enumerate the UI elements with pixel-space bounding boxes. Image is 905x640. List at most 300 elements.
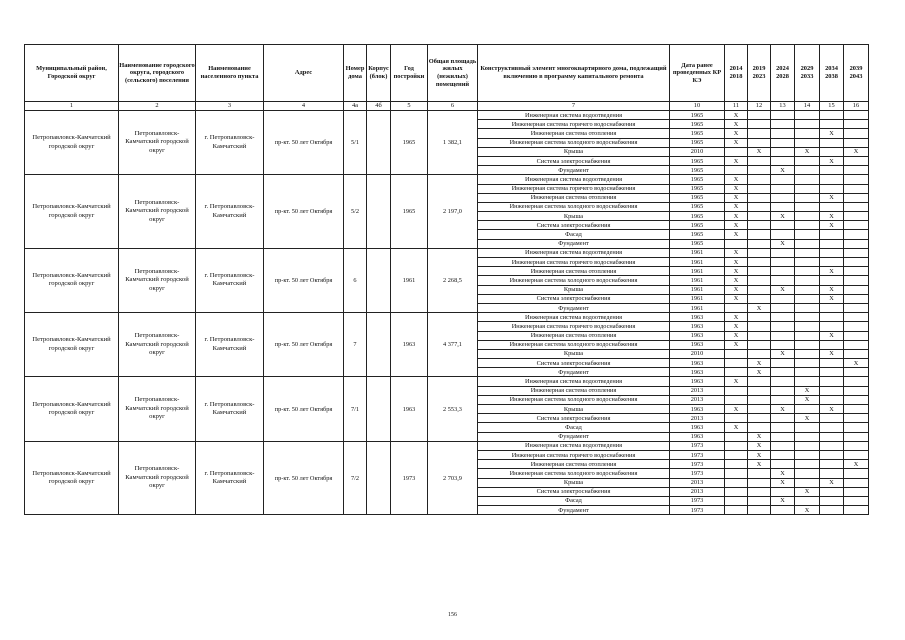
period-mark-cell bbox=[844, 111, 869, 120]
period-mark-cell bbox=[725, 487, 748, 496]
period-mark-cell: Х bbox=[725, 276, 748, 285]
period-mark-cell bbox=[795, 331, 820, 340]
period-mark-cell bbox=[771, 147, 795, 156]
element-cell: Фасад bbox=[478, 230, 670, 239]
period-mark-cell bbox=[725, 441, 748, 450]
period-mark-cell bbox=[725, 368, 748, 377]
column-header: Корпус (блок) bbox=[367, 45, 391, 102]
element-cell: Фундамент bbox=[478, 239, 670, 248]
period-mark-cell bbox=[844, 184, 869, 193]
element-cell: Инженерная система водоотведения bbox=[478, 313, 670, 322]
repair-date-cell: 1965 bbox=[670, 138, 725, 147]
column-header: Дата ранее проведенных КР КЭ bbox=[670, 45, 725, 102]
period-mark-cell bbox=[795, 258, 820, 267]
period-mark-cell bbox=[748, 129, 771, 138]
area-cell: 1 382,1 bbox=[428, 111, 478, 175]
period-mark-cell bbox=[844, 175, 869, 184]
settlement-cell: Петропавловск-Камчатский городской округ bbox=[119, 248, 196, 312]
repair-date-cell: 1961 bbox=[670, 276, 725, 285]
period-mark-cell: Х bbox=[725, 221, 748, 230]
repair-date-cell: 1963 bbox=[670, 377, 725, 386]
house-number-cell: 7/1 bbox=[344, 377, 367, 441]
period-mark-cell bbox=[725, 359, 748, 368]
table-row bbox=[25, 441, 869, 450]
period-mark-cell: Х bbox=[820, 294, 844, 303]
period-mark-cell bbox=[748, 506, 771, 515]
table-row bbox=[25, 111, 869, 120]
repair-date-cell: 2013 bbox=[670, 386, 725, 395]
period-mark-cell bbox=[844, 248, 869, 257]
repair-date-cell: 2010 bbox=[670, 147, 725, 156]
column-header: Общая площадь жилых (нежилых) помещений bbox=[428, 45, 478, 102]
repair-date-cell: 1965 bbox=[670, 129, 725, 138]
header-row bbox=[25, 45, 869, 102]
period-mark-cell bbox=[820, 340, 844, 349]
period-mark-cell bbox=[844, 156, 869, 165]
period-mark-cell bbox=[795, 202, 820, 211]
period-mark-cell bbox=[820, 184, 844, 193]
period-mark-cell: Х bbox=[725, 405, 748, 414]
address-cell: пр-кт. 50 лет Октября bbox=[264, 111, 344, 175]
period-mark-cell bbox=[748, 111, 771, 120]
table-row bbox=[25, 248, 869, 257]
element-cell: Фасад bbox=[478, 423, 670, 432]
house-number-cell: 5/2 bbox=[344, 175, 367, 249]
period-mark-cell bbox=[820, 487, 844, 496]
column-header: Конструктивный элемент многоквартирного дома, подлежащий включению в программу капитального ремонта bbox=[478, 45, 670, 102]
element-cell: Инженерная система отопления bbox=[478, 386, 670, 395]
locality-cell: г. Петропавловск-Камчатский bbox=[196, 313, 264, 377]
period-mark-cell bbox=[771, 423, 795, 432]
element-cell: Инженерная система горячего водоснабжения bbox=[478, 184, 670, 193]
period-mark-cell bbox=[795, 349, 820, 358]
period-mark-cell: Х bbox=[725, 212, 748, 221]
period-mark-cell bbox=[748, 267, 771, 276]
period-mark-cell bbox=[795, 496, 820, 505]
repair-date-cell: 1963 bbox=[670, 322, 725, 331]
period-mark-cell bbox=[820, 469, 844, 478]
period-mark-cell bbox=[795, 469, 820, 478]
period-mark-cell: Х bbox=[748, 147, 771, 156]
element-cell: Фундамент bbox=[478, 303, 670, 312]
repair-date-cell: 1961 bbox=[670, 294, 725, 303]
period-mark-cell bbox=[771, 294, 795, 303]
block-cell bbox=[367, 175, 391, 249]
repair-date-cell: 1965 bbox=[670, 166, 725, 175]
repair-date-cell: 2013 bbox=[670, 414, 725, 423]
period-mark-cell bbox=[795, 340, 820, 349]
period-mark-cell bbox=[771, 175, 795, 184]
element-cell: Инженерная система холодного водоснабжения bbox=[478, 469, 670, 478]
settlement-cell: Петропавловск-Камчатский городской округ bbox=[119, 377, 196, 441]
repair-date-cell: 1963 bbox=[670, 331, 725, 340]
period-mark-cell bbox=[844, 432, 869, 441]
period-mark-cell bbox=[795, 129, 820, 138]
house-number-cell: 5/1 bbox=[344, 111, 367, 175]
period-mark-cell bbox=[820, 120, 844, 129]
period-mark-cell bbox=[820, 147, 844, 156]
address-cell: пр-кт. 50 лет Октября bbox=[264, 248, 344, 312]
period-mark-cell bbox=[795, 221, 820, 230]
period-mark-cell bbox=[795, 450, 820, 459]
locality-cell: г. Петропавловск-Камчатский bbox=[196, 175, 264, 249]
period-mark-cell bbox=[795, 193, 820, 202]
repair-date-cell: 1973 bbox=[670, 460, 725, 469]
element-cell: Инженерная система водоотведения bbox=[478, 248, 670, 257]
period-mark-cell: Х bbox=[795, 487, 820, 496]
period-mark-cell bbox=[795, 276, 820, 285]
period-mark-cell: Х bbox=[795, 506, 820, 515]
period-mark-cell bbox=[748, 156, 771, 165]
settlement-cell: Петропавловск-Камчатский городской округ bbox=[119, 175, 196, 249]
period-mark-cell bbox=[844, 478, 869, 487]
period-mark-cell: Х bbox=[725, 120, 748, 129]
period-mark-cell bbox=[725, 239, 748, 248]
period-mark-cell: Х bbox=[820, 405, 844, 414]
element-cell: Крыша bbox=[478, 349, 670, 358]
period-mark-cell bbox=[844, 377, 869, 386]
period-mark-cell bbox=[771, 487, 795, 496]
element-cell: Система электроснабжения bbox=[478, 156, 670, 165]
element-cell: Крыша bbox=[478, 478, 670, 487]
period-mark-cell bbox=[725, 147, 748, 156]
year-cell: 1965 bbox=[391, 111, 428, 175]
repair-date-cell: 1973 bbox=[670, 506, 725, 515]
period-mark-cell bbox=[844, 405, 869, 414]
period-mark-cell bbox=[748, 184, 771, 193]
repair-date-cell: 1965 bbox=[670, 111, 725, 120]
period-mark-cell: Х bbox=[725, 294, 748, 303]
element-cell: Инженерная система холодного водоснабжения bbox=[478, 202, 670, 211]
period-mark-cell bbox=[725, 469, 748, 478]
period-mark-cell bbox=[725, 303, 748, 312]
repair-date-cell: 1963 bbox=[670, 423, 725, 432]
repair-date-cell: 2010 bbox=[670, 349, 725, 358]
period-mark-cell bbox=[771, 506, 795, 515]
period-mark-cell bbox=[748, 377, 771, 386]
period-mark-cell bbox=[820, 395, 844, 404]
address-cell: пр-кт. 50 лет Октября bbox=[264, 441, 344, 515]
period-mark-cell bbox=[748, 258, 771, 267]
period-mark-cell bbox=[820, 166, 844, 175]
repair-date-cell: 1965 bbox=[670, 184, 725, 193]
block-cell bbox=[367, 111, 391, 175]
column-number: 6 bbox=[428, 102, 478, 111]
block-cell bbox=[367, 377, 391, 441]
period-mark-cell bbox=[844, 129, 869, 138]
period-mark-cell bbox=[748, 239, 771, 248]
element-cell: Инженерная система водоотведения bbox=[478, 441, 670, 450]
repair-date-cell: 1961 bbox=[670, 258, 725, 267]
period-mark-cell bbox=[748, 138, 771, 147]
period-mark-cell bbox=[725, 478, 748, 487]
period-mark-cell bbox=[844, 441, 869, 450]
period-mark-cell bbox=[725, 395, 748, 404]
repair-date-cell: 2013 bbox=[670, 487, 725, 496]
period-mark-cell bbox=[748, 423, 771, 432]
period-mark-cell bbox=[771, 258, 795, 267]
column-header: 2034 2038 bbox=[820, 45, 844, 102]
period-mark-cell: Х bbox=[771, 478, 795, 487]
locality-cell: г. Петропавловск-Камчатский bbox=[196, 377, 264, 441]
period-mark-cell bbox=[844, 340, 869, 349]
period-mark-cell bbox=[820, 258, 844, 267]
column-number: 7 bbox=[478, 102, 670, 111]
period-mark-cell bbox=[844, 487, 869, 496]
period-mark-cell: Х bbox=[820, 129, 844, 138]
period-mark-cell bbox=[748, 248, 771, 257]
period-mark-cell bbox=[795, 230, 820, 239]
period-mark-cell bbox=[844, 294, 869, 303]
period-mark-cell: Х bbox=[820, 331, 844, 340]
settlement-cell: Петропавловск-Камчатский городской округ bbox=[119, 313, 196, 377]
period-mark-cell bbox=[771, 138, 795, 147]
period-mark-cell bbox=[771, 460, 795, 469]
period-mark-cell: Х bbox=[771, 212, 795, 221]
element-cell: Крыша bbox=[478, 212, 670, 221]
period-mark-cell: Х bbox=[748, 359, 771, 368]
period-mark-cell bbox=[795, 313, 820, 322]
period-mark-cell: Х bbox=[844, 147, 869, 156]
period-mark-cell bbox=[795, 184, 820, 193]
column-number: 5 bbox=[391, 102, 428, 111]
period-mark-cell bbox=[844, 230, 869, 239]
element-cell: Система электроснабжения bbox=[478, 294, 670, 303]
element-cell: Фундамент bbox=[478, 166, 670, 175]
column-number: 16 bbox=[844, 102, 869, 111]
period-mark-cell bbox=[748, 478, 771, 487]
settlement-cell: Петропавловск-Камчатский городской округ bbox=[119, 111, 196, 175]
period-mark-cell bbox=[844, 395, 869, 404]
repair-date-cell: 1965 bbox=[670, 120, 725, 129]
element-cell: Инженерная система водоотведения bbox=[478, 377, 670, 386]
period-mark-cell bbox=[748, 202, 771, 211]
element-cell: Инженерная система горячего водоснабжения bbox=[478, 120, 670, 129]
period-mark-cell bbox=[820, 303, 844, 312]
period-mark-cell: Х bbox=[844, 359, 869, 368]
repair-date-cell: 1965 bbox=[670, 239, 725, 248]
period-mark-cell bbox=[844, 414, 869, 423]
period-mark-cell: Х bbox=[820, 478, 844, 487]
period-mark-cell: Х bbox=[725, 202, 748, 211]
period-mark-cell bbox=[820, 138, 844, 147]
period-mark-cell bbox=[771, 120, 795, 129]
period-mark-cell bbox=[844, 496, 869, 505]
period-mark-cell bbox=[771, 414, 795, 423]
period-mark-cell: Х bbox=[795, 147, 820, 156]
period-mark-cell: Х bbox=[725, 248, 748, 257]
element-cell: Инженерная система отопления bbox=[478, 267, 670, 276]
period-mark-cell bbox=[725, 460, 748, 469]
repair-date-cell: 1963 bbox=[670, 368, 725, 377]
period-mark-cell: Х bbox=[771, 166, 795, 175]
period-mark-cell bbox=[771, 377, 795, 386]
repair-date-cell: 1965 bbox=[670, 221, 725, 230]
element-cell: Фасад bbox=[478, 496, 670, 505]
period-mark-cell bbox=[844, 276, 869, 285]
period-mark-cell bbox=[820, 313, 844, 322]
house-number-cell: 6 bbox=[344, 248, 367, 312]
column-number-row bbox=[25, 102, 869, 111]
period-mark-cell bbox=[820, 359, 844, 368]
column-number: 4 bbox=[264, 102, 344, 111]
period-mark-cell bbox=[748, 414, 771, 423]
period-mark-cell bbox=[771, 359, 795, 368]
area-cell: 4 377,1 bbox=[428, 313, 478, 377]
district-cell: Петропавловск-Камчатский городской округ bbox=[25, 441, 119, 515]
period-mark-cell bbox=[795, 212, 820, 221]
period-mark-cell: Х bbox=[725, 423, 748, 432]
period-mark-cell bbox=[771, 111, 795, 120]
period-mark-cell: Х bbox=[725, 267, 748, 276]
period-mark-cell bbox=[844, 221, 869, 230]
repair-date-cell: 1973 bbox=[670, 441, 725, 450]
period-mark-cell bbox=[820, 432, 844, 441]
repair-date-cell: 1973 bbox=[670, 496, 725, 505]
period-mark-cell bbox=[844, 423, 869, 432]
period-mark-cell bbox=[820, 248, 844, 257]
address-cell: пр-кт. 50 лет Октября bbox=[264, 377, 344, 441]
page-number: 156 bbox=[448, 612, 457, 618]
year-cell: 1963 bbox=[391, 313, 428, 377]
repair-date-cell: 1965 bbox=[670, 212, 725, 221]
period-mark-cell bbox=[771, 395, 795, 404]
period-mark-cell bbox=[820, 239, 844, 248]
period-mark-cell bbox=[844, 331, 869, 340]
period-mark-cell bbox=[771, 230, 795, 239]
element-cell: Крыша bbox=[478, 147, 670, 156]
element-cell: Инженерная система холодного водоснабжения bbox=[478, 276, 670, 285]
period-mark-cell bbox=[844, 368, 869, 377]
period-mark-cell bbox=[844, 322, 869, 331]
locality-cell: г. Петропавловск-Камчатский bbox=[196, 111, 264, 175]
period-mark-cell: Х bbox=[725, 313, 748, 322]
period-mark-cell bbox=[820, 377, 844, 386]
year-cell: 1963 bbox=[391, 377, 428, 441]
period-mark-cell bbox=[771, 156, 795, 165]
column-header: 2014 2018 bbox=[725, 45, 748, 102]
column-number: 4б bbox=[367, 102, 391, 111]
period-mark-cell bbox=[795, 441, 820, 450]
element-cell: Инженерная система отопления bbox=[478, 193, 670, 202]
element-cell: Система электроснабжения bbox=[478, 221, 670, 230]
period-mark-cell bbox=[771, 276, 795, 285]
column-header: Наименование городского округа, городского (сельского) поселения bbox=[119, 45, 196, 102]
period-mark-cell bbox=[725, 414, 748, 423]
period-mark-cell bbox=[771, 450, 795, 459]
period-mark-cell bbox=[844, 202, 869, 211]
area-cell: 2 268,5 bbox=[428, 248, 478, 312]
table-row bbox=[25, 313, 869, 322]
block-cell bbox=[367, 313, 391, 377]
period-mark-cell: Х bbox=[748, 441, 771, 450]
period-mark-cell bbox=[748, 340, 771, 349]
period-mark-cell bbox=[771, 340, 795, 349]
period-mark-cell bbox=[771, 221, 795, 230]
column-header: Муниципальный район, Городской округ bbox=[25, 45, 119, 102]
period-mark-cell bbox=[795, 166, 820, 175]
column-header: 2029 2033 bbox=[795, 45, 820, 102]
period-mark-cell: Х bbox=[820, 285, 844, 294]
period-mark-cell bbox=[820, 276, 844, 285]
period-mark-cell: Х bbox=[748, 432, 771, 441]
period-mark-cell bbox=[795, 294, 820, 303]
period-mark-cell bbox=[795, 248, 820, 257]
year-cell: 1973 bbox=[391, 441, 428, 515]
period-mark-cell bbox=[820, 368, 844, 377]
repair-date-cell: 1961 bbox=[670, 285, 725, 294]
period-mark-cell bbox=[771, 441, 795, 450]
repair-date-cell: 1965 bbox=[670, 193, 725, 202]
period-mark-cell bbox=[795, 359, 820, 368]
period-mark-cell bbox=[795, 138, 820, 147]
column-header: Адрес bbox=[264, 45, 344, 102]
period-mark-cell bbox=[795, 423, 820, 432]
period-mark-cell bbox=[748, 294, 771, 303]
column-number: 11 bbox=[725, 102, 748, 111]
period-mark-cell bbox=[795, 120, 820, 129]
period-mark-cell bbox=[795, 175, 820, 184]
period-mark-cell bbox=[771, 248, 795, 257]
period-mark-cell bbox=[748, 469, 771, 478]
period-mark-cell bbox=[820, 450, 844, 459]
period-mark-cell: Х bbox=[725, 331, 748, 340]
column-header: Номер дома bbox=[344, 45, 367, 102]
period-mark-cell bbox=[748, 175, 771, 184]
period-mark-cell bbox=[795, 322, 820, 331]
period-mark-cell bbox=[725, 496, 748, 505]
area-cell: 2 197,0 bbox=[428, 175, 478, 249]
period-mark-cell bbox=[795, 405, 820, 414]
period-mark-cell bbox=[748, 386, 771, 395]
period-mark-cell bbox=[748, 313, 771, 322]
district-cell: Петропавловск-Камчатский городской округ bbox=[25, 111, 119, 175]
area-cell: 2 703,9 bbox=[428, 441, 478, 515]
period-mark-cell bbox=[844, 349, 869, 358]
year-cell: 1961 bbox=[391, 248, 428, 312]
period-mark-cell bbox=[795, 303, 820, 312]
element-cell: Инженерная система водоотведения bbox=[478, 111, 670, 120]
period-mark-cell bbox=[820, 506, 844, 515]
repair-date-cell: 1963 bbox=[670, 359, 725, 368]
period-mark-cell bbox=[725, 349, 748, 358]
period-mark-cell bbox=[748, 395, 771, 404]
period-mark-cell bbox=[748, 120, 771, 129]
element-cell: Инженерная система водоотведения bbox=[478, 175, 670, 184]
column-header: 2039 2043 bbox=[844, 45, 869, 102]
period-mark-cell: Х bbox=[771, 349, 795, 358]
period-mark-cell bbox=[771, 193, 795, 202]
settlement-cell: Петропавловск-Камчатский городской округ bbox=[119, 441, 196, 515]
table-body bbox=[25, 111, 869, 515]
repair-date-cell: 1965 bbox=[670, 175, 725, 184]
period-mark-cell bbox=[795, 368, 820, 377]
column-number: 1 bbox=[25, 102, 119, 111]
period-mark-cell bbox=[820, 414, 844, 423]
repair-date-cell: 1973 bbox=[670, 469, 725, 478]
repair-date-cell: 1961 bbox=[670, 267, 725, 276]
element-cell: Инженерная система горячего водоснабжения bbox=[478, 450, 670, 459]
element-cell: Система электроснабжения bbox=[478, 414, 670, 423]
period-mark-cell: Х bbox=[771, 469, 795, 478]
element-cell: Инженерная система отопления bbox=[478, 460, 670, 469]
period-mark-cell bbox=[844, 166, 869, 175]
column-header: 2019 2023 bbox=[748, 45, 771, 102]
period-mark-cell: Х bbox=[795, 395, 820, 404]
period-mark-cell bbox=[771, 331, 795, 340]
block-cell bbox=[367, 441, 391, 515]
district-cell: Петропавловск-Камчатский городской округ bbox=[25, 313, 119, 377]
